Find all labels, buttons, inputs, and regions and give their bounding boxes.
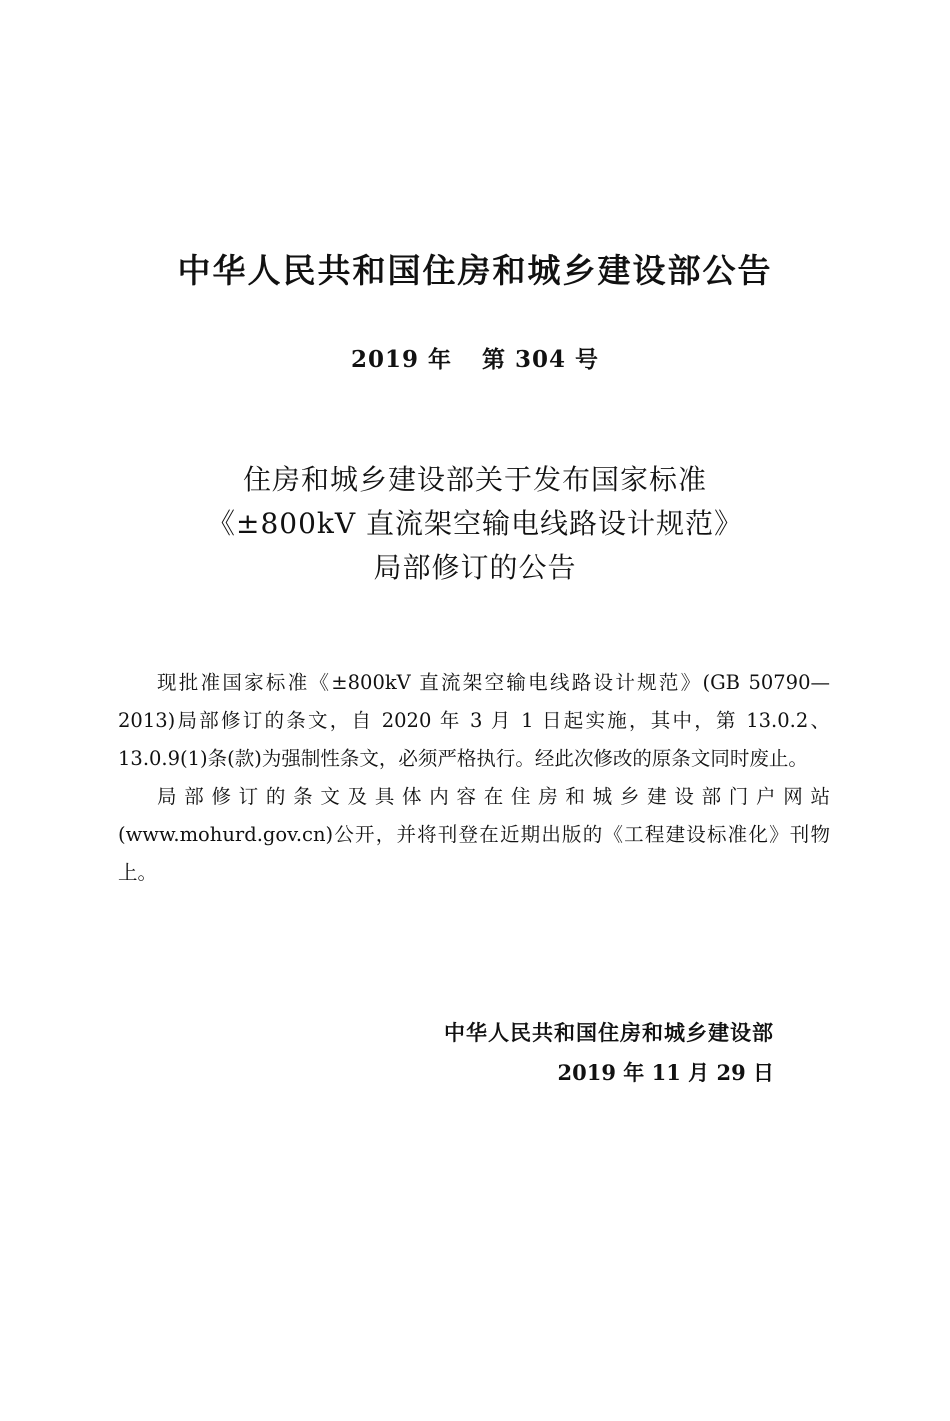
issuer-name: 中华人民共和国住房和城乡建设部 xyxy=(444,1021,774,1045)
document-year: 2019 年 xyxy=(350,346,452,373)
notice-title xyxy=(0,458,950,590)
notice-title-line-3: 局部修订的公告 xyxy=(373,551,577,584)
notice-title-line-2: 《±800kV 直流架空输电线路设计规范》 xyxy=(207,507,743,540)
issue-date: 2019 年 11 月 29 日 xyxy=(557,1060,774,1085)
body-paragraph-1: 现批准国家标准《±800kV 直流架空输电线路设计规范》(GB 50790—2013)局部修订的条文，自 2020 年 3 月 1 日起实施，其中，第 13.0.2、13.0.9(1)条(款)为强制性条文，必须严格执行。经此次修改的原条文同时废止。 xyxy=(118,671,830,770)
notice-body xyxy=(118,664,830,892)
document-number xyxy=(0,342,950,378)
agency-title: 中华人民共和国住房和城乡建设部公告 xyxy=(177,251,773,290)
notice-title-line-1: 住房和城乡建设部关于发布国家标准 xyxy=(242,463,707,496)
signature-block xyxy=(444,1014,774,1092)
document-serial: 第 304 号 xyxy=(482,346,600,373)
body-paragraph-2: 局部修订的条文及具体内容在住房和城乡建设部门户网站(www.mohurd.gov.cn)公开，并将刊登在近期出版的《工程建设标准化》刊物上。 xyxy=(118,785,830,884)
